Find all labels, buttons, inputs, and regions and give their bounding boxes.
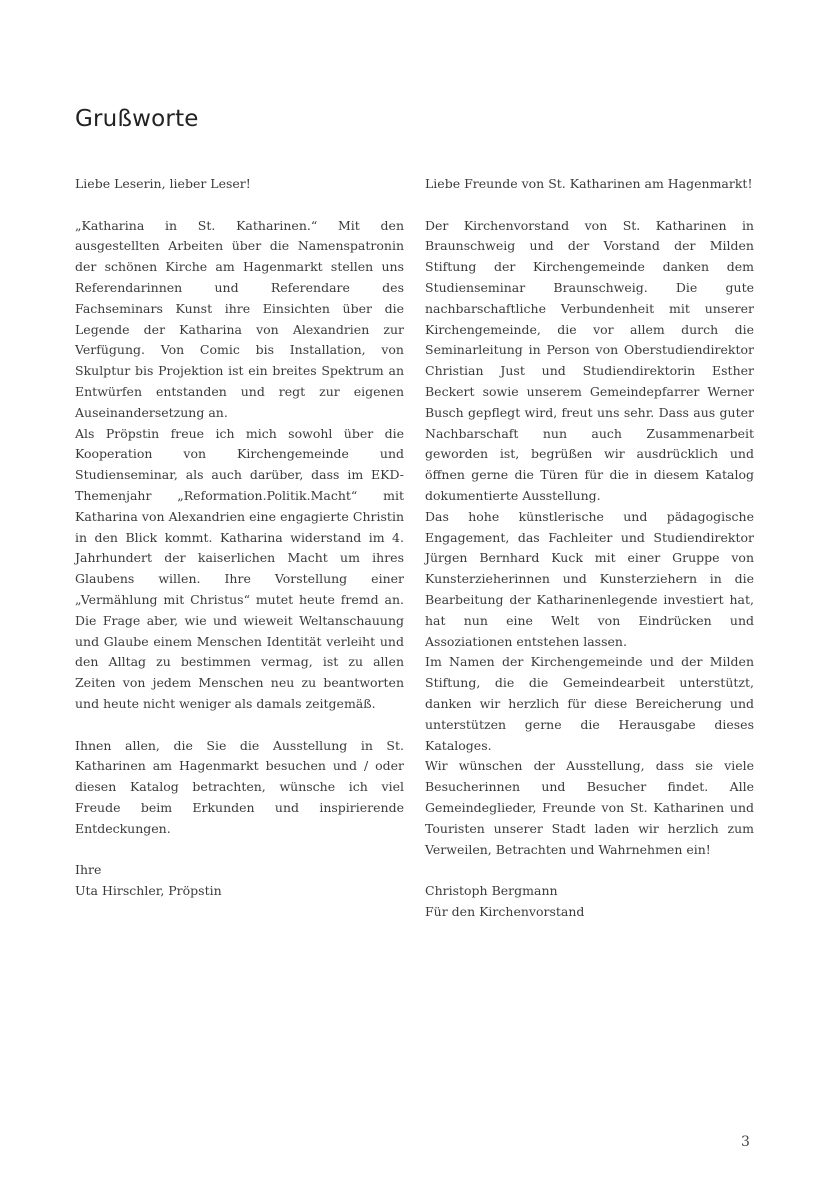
right-salutation: Liebe Freunde von St. Katharinen am Hagenmarkt! xyxy=(425,176,753,191)
right-column xyxy=(425,174,754,923)
left-signature: Uta Hirschler, Pröpstin xyxy=(75,883,222,899)
left-paragraph-2: Als Pröpstin freue ich mich sowohl über die Kooperation von Kirchengemeinde und Studienseminar, als auch darüber, dass im EKD-Themenjahr „Reformation.Politik.Macht“ mit Katharina von Alexandrien eine engagierte Christin in den Blick kommt. Katharina widerstand im 4. Jahrhundert der kaiserlichen Macht um ihres Glaubens willen. Ihre Vorstellung einer „Vermählung mit Christus“ mutet heute fremd an. Die Frage aber, wie und wieweit Weltanschauung und Glaube einem Menschen Identität verleiht und den Alltag zu bestimmen vermag, ist zu allen Zeiten von jedem Menschen neu zu beantworten und heute nicht weniger als damals zeitgemäß. xyxy=(75,425,404,711)
right-paragraph-4: Wir wünschen der Ausstellung, dass sie viele Besucherinnen und Besucher findet. Alle Gemeindeglieder, Freunde von St. Katharinen und Touristen unserer Stadt laden wir herzlich zum Verweilen, Betrachten und Wahrnehmen ein! xyxy=(425,758,754,857)
left-column xyxy=(75,174,404,902)
left-salutation: Liebe Leserin, lieber Leser! xyxy=(75,176,251,191)
left-paragraph-3: Ihnen allen, die Sie die Ausstellung in St. Katharinen am Hagenmarkt besuchen und / oder diesen Katalog betrachten, wünsche ich viel Freude beim Erkunden und inspirierende Entdeckungen. xyxy=(75,737,404,836)
page-number: 3 xyxy=(741,1134,750,1150)
left-closing: Ihre xyxy=(75,862,102,878)
right-signature-role: Für den Kirchenvorstand xyxy=(425,903,585,919)
page-title: Grußworte xyxy=(75,106,199,132)
right-signature: Christoph Bergmann xyxy=(425,883,558,899)
right-paragraph-1: Der Kirchenvorstand von St. Katharinen in Braunschweig und der Vorstand der Milden Stiftung der Kirchengemeinde danken dem Studienseminar Braunschweig. Die gute nachbarschaftliche Verbundenheit mit unserer Kirchengemeinde, die vor allem durch die Seminarleitung in Person von Oberstudiendirektor Christian Just und Studiendirektorin Esther Beckert sowie unserem Gemeindepfarrer Werner Busch gepflegt wird, freut uns sehr. Dass aus guter Nachbarschaft nun auch Zusammenarbeit geworden ist, begrüßen wir ausdrücklich und öffnen gerne die Türen für die in diesem Katalog dokumentierte Ausstellung. xyxy=(425,217,754,503)
left-paragraph-1: „Katharina in St. Katharinen.“ Mit den ausgestellten Arbeiten über die Namenspatronin der schönen Kirche am Hagenmarkt stellen uns Referendarinnen und Referendare des Fachseminars Kunst ihre Einsichten über die Legende der Katharina von Alexandrien zur Verfügung. Von Comic bis Installation, von Skulptur bis Projektion ist ein breites Spektrum an Entwürfen entstanden und regt zur eigenen Auseinandersetzung an. xyxy=(75,217,404,420)
right-paragraph-3: Im Namen der Kirchengemeinde und der Milden Stiftung, die die Gemeindearbeit unterstützt, danken wir herzlich für diese Bereicherung und unterstützen gerne die Herausgabe dieses Kataloges. xyxy=(425,654,754,753)
right-paragraph-2: Das hohe künstlerische und pädagogische Engagement, das Fachleiter und Studiendirektor Jürgen Bernhard Kuck mit einer Gruppe von Kunsterzieherinnen und Kunsterziehern in die Bearbeitung der Katharinenlegende investiert hat, hat nun eine Welt von Eindrücken und Assoziationen entstehen lassen. xyxy=(425,508,754,649)
